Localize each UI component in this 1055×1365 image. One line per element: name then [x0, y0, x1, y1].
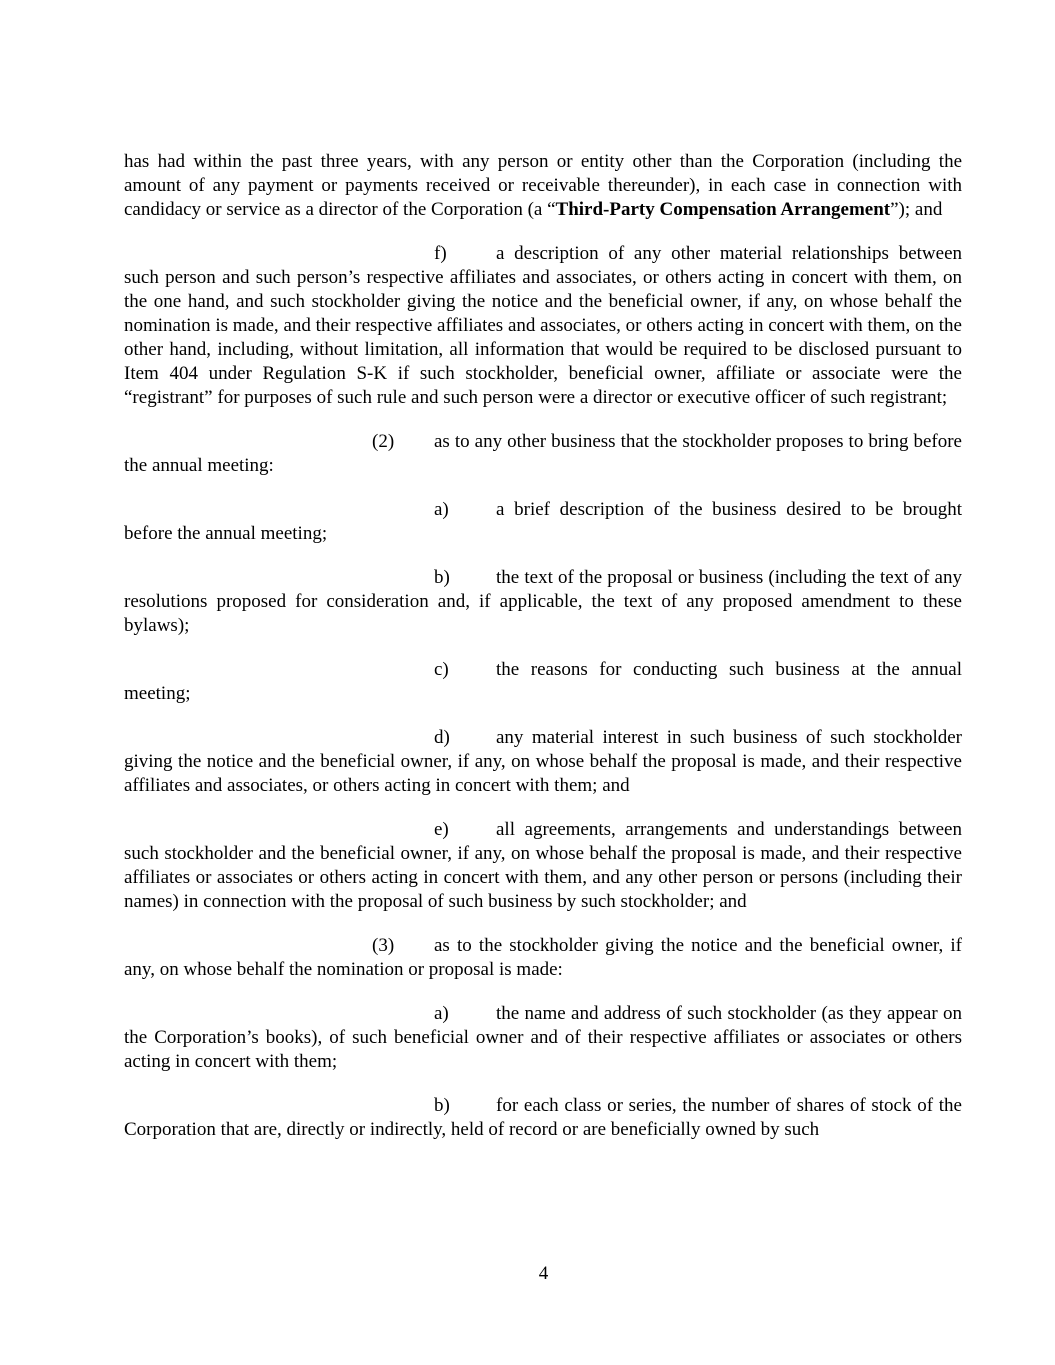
item-marker: d)	[434, 727, 450, 748]
item-marker: b)	[434, 1095, 450, 1116]
item-text: the reasons for conducting such business at the annual meeting;	[124, 659, 962, 704]
item-text: any material interest in such business of such stockholder giving the notice and the beneficial owner, if any, on whose behalf the proposal is made, and their respective affiliates and associates, or others acting in concert with them; and	[124, 727, 962, 796]
item-marker: a)	[434, 1003, 449, 1024]
intro-paragraph	[124, 150, 962, 222]
paragraph-3a	[124, 1002, 962, 1074]
defined-term: Third-Party Compensation Arrangement	[555, 199, 891, 220]
page-number: 4	[538, 1263, 549, 1284]
item-marker: c)	[434, 659, 449, 680]
item-text: for each class or series, the number of shares of stock of the Corporation that are, directly or indirectly, held of record or are beneficially owned by such	[124, 1095, 962, 1140]
item-text: as to the stockholder giving the notice and the beneficial owner, if any, on whose behalf the nomination or proposal is made:	[124, 935, 962, 980]
paragraph-2e	[124, 818, 962, 914]
intro-text-end: ”); and	[890, 199, 943, 220]
item-text: as to any other business that the stockholder proposes to bring before the annual meeting:	[124, 431, 962, 476]
paragraph-2b	[124, 566, 962, 638]
intro-text: has had within the past three years, with any person or entity other than the Corporation (including the amount of any payment or payments received or receivable thereunder), in each case in connection with candidacy or service as a director of the Corporation (a “	[124, 151, 962, 220]
paragraph-f	[124, 242, 962, 410]
paragraph-2	[124, 430, 962, 478]
item-marker: (3)	[372, 935, 395, 956]
item-text: the name and address of such stockholder (as they appear on the Corporation’s books), of such beneficial owner and of their respective affiliates or associates or others acting in concert with them;	[124, 1003, 962, 1072]
item-text: a brief description of the business desired to be brought before the annual meeting;	[124, 499, 962, 544]
item-marker: (2)	[372, 431, 395, 452]
paragraph-2a	[124, 498, 962, 546]
item-marker: a)	[434, 499, 449, 520]
item-text: the text of the proposal or business (including the text of any resolutions proposed for consideration and, if applicable, the text of any proposed amendment to these bylaws);	[124, 567, 962, 636]
item-marker: e)	[434, 819, 449, 840]
item-text: all agreements, arrangements and understandings between such stockholder and the beneficial owner, if any, on whose behalf the proposal is made, and their respective affiliates or associates or others acting in concert with them, and any other person or persons (including their names) in connection with the proposal of such business by such stockholder; and	[124, 819, 962, 912]
item-text: a description of any other material relationships between such person and such person’s respective affiliates and associates, or others acting in concert with them, on the one hand, and such stockholder giving the notice and the beneficial owner, if any, on whose behalf the nomination is made, and their respective affiliates and associates, or others acting in concert with them, on the other hand, including, without limitation, all information that would be required to be disclosed pursuant to Item 404 under Regulation S-K if such stockholder, beneficial owner, affiliate or associate were the “registrant” for purposes of such rule and such person were a director or executive officer of such registrant;	[124, 243, 962, 408]
paragraph-3	[124, 934, 962, 982]
paragraph-2d	[124, 726, 962, 798]
item-marker: f)	[434, 243, 447, 264]
item-marker: b)	[434, 567, 450, 588]
paragraph-3b	[124, 1094, 962, 1142]
paragraph-2c	[124, 658, 962, 706]
document-body	[124, 150, 962, 1142]
